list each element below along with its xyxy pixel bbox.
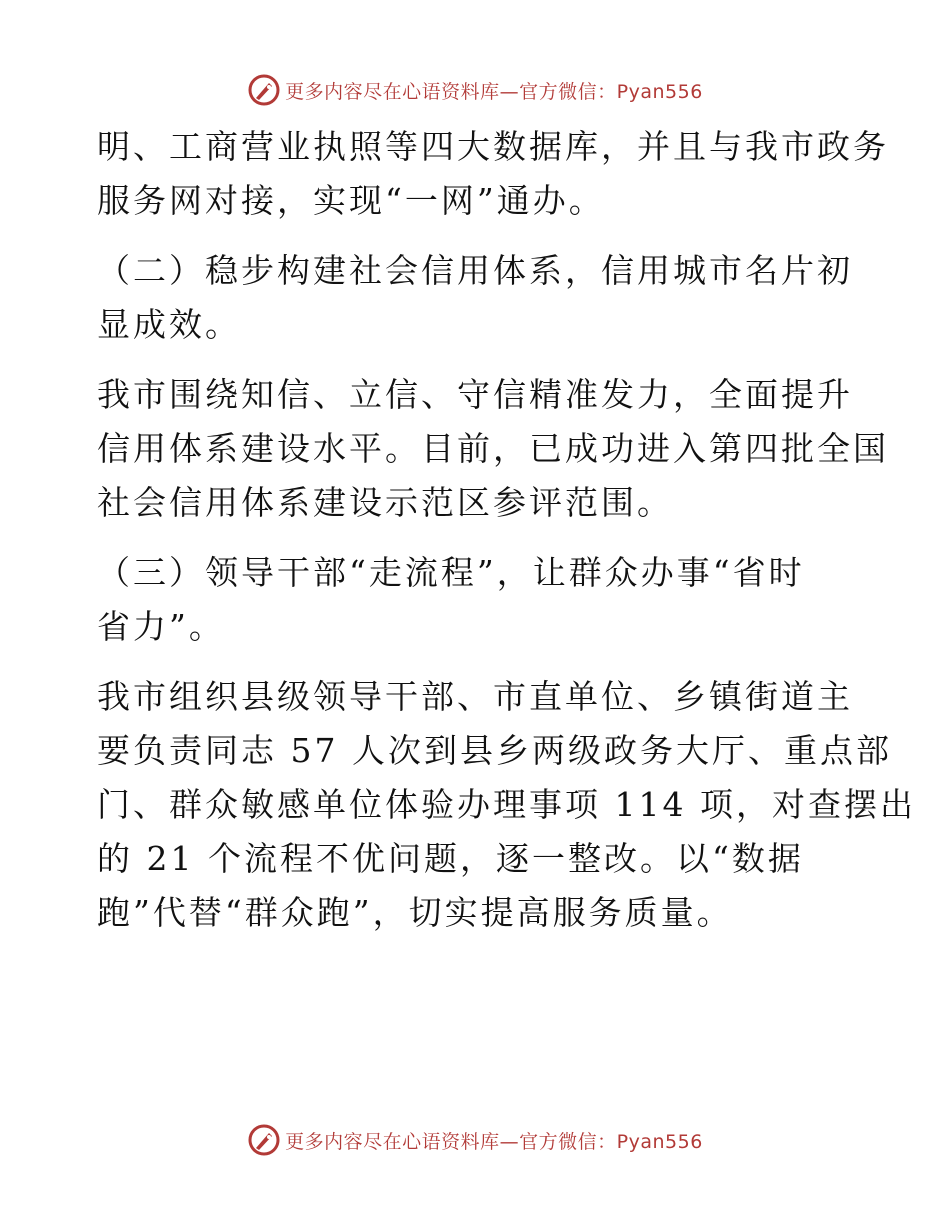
paragraph (97, 368, 889, 530)
watermark-text: 更多内容尽在心语资料库—官方微信：Pyan556 (285, 80, 703, 103)
section-heading (97, 546, 857, 654)
pen-nib-logo-icon (247, 1123, 281, 1157)
text-line: 信用体系建设水平。目前，已成功进入第四批全国 (97, 429, 889, 468)
text-line: 要负责同志 57 人次到县乡两级政务大厅、重点部 (97, 731, 892, 770)
pen-nib-logo-icon (247, 73, 281, 107)
text-line: 我市组织县级领导干部、市直单位、乡镇街道主 (97, 677, 853, 716)
text-line: 我市围绕知信、立信、守信精准发力，全面提升 (97, 375, 853, 414)
text-line: 明、工商营业执照等四大数据库，并且与我市政务 (97, 127, 889, 166)
text-line: （二）稳步构建社会信用体系，信用城市名片初 (97, 251, 853, 290)
text-line: 跑”代替“群众跑”，切实提高服务质量。 (97, 893, 733, 932)
text-line: 门、群众敏感单位体验办理事项 114 项，对查摆出 (97, 785, 916, 824)
text-line: 的 21 个流程不优问题，逐一整改。以“数据 (97, 839, 804, 878)
text-line: 显成效。 (97, 305, 241, 344)
text-line: 服务网对接，实现“一网”通办。 (97, 181, 605, 220)
watermark-text: 更多内容尽在心语资料库—官方微信：Pyan556 (285, 1130, 703, 1153)
paragraph (97, 120, 889, 228)
header-watermark (0, 70, 950, 110)
text-line: （三）领导干部“走流程”，让群众办事“省时 (97, 553, 805, 592)
text-line: 社会信用体系建设示范区参评范围。 (97, 483, 673, 522)
paragraph (97, 670, 916, 940)
text-line: 省力”。 (97, 607, 225, 646)
footer-watermark (0, 1120, 950, 1160)
section-heading (97, 244, 857, 352)
document-body (97, 120, 916, 956)
